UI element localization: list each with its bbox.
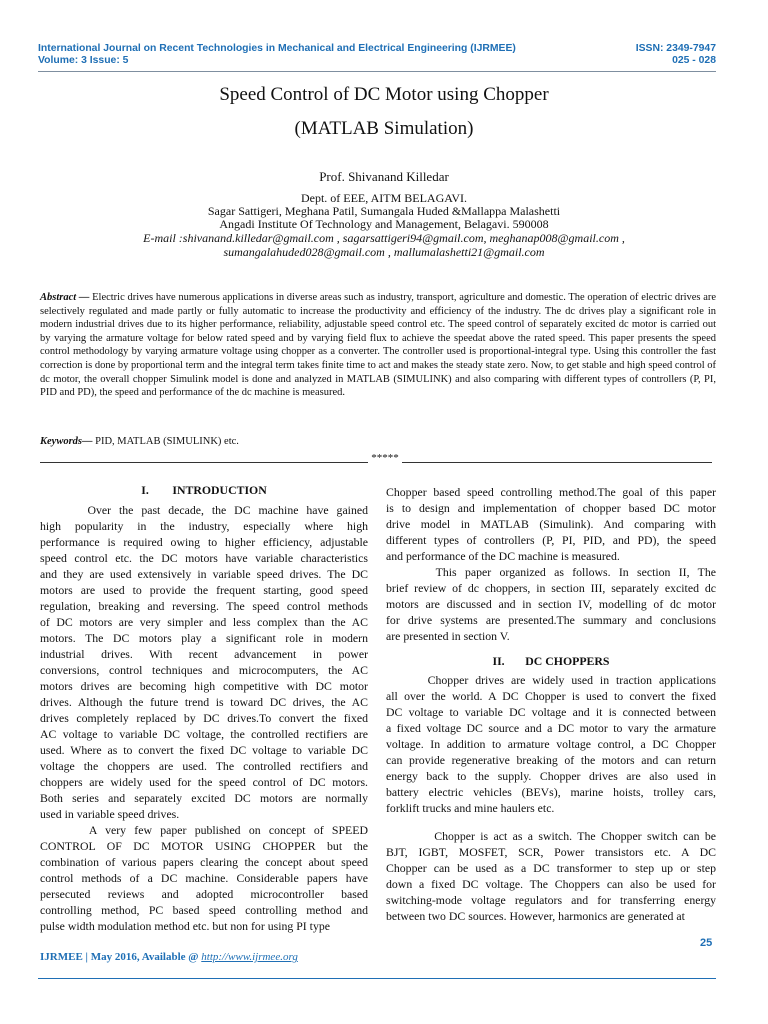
text-line: CONTROL OF DC MOTOR USING CHOPPER but the — [40, 839, 368, 853]
text-line: speed control etc. the DC motors have variable characteristics — [40, 551, 368, 565]
text-line: This paper organized as follows. In section II, The — [386, 565, 716, 579]
abstract-text: Electric drives have numerous applications in diverse areas such as industry, transport, agriculture and domestic. The operation of electric drives are selectively regulated and made partly or fully automatic to increase the productivity and efficiency of the industry. The dc drives play a significant role in modern industrial drives due to its higher performance, reliability, adjustable speed control etc. The speed control of separately excited dc motor is carried out by varying the armature voltage for below rated speed and by varying field flux to achieve the speedat above the rated speed. This paper presents the speed control methodology by varying armature voltage using chopper as a converter. The controller used is proportional-integral type. Using this controller the fast correction is done by proportional term and the integral term takes finite time to act and makes the steady state zero. Now, to get stable and high speed control of dc motor, the overall chopper Simulink model is done and analyzed in MATLAB (SIMULINK) and also comparing with different types of controllers (P, PI, PID and PD), the speed and performance of the dc machine is measured. — [40, 292, 717, 399]
text-line: performance is required owing to higher efficiency, adjustable — [40, 535, 368, 549]
paper-title-line2: (MATLAB Simulation) — [294, 118, 474, 139]
text-line: battery electric vehicles (BEVs), marine hoists, trolley cars, — [386, 785, 716, 799]
abstract — [40, 291, 716, 400]
text-line: drives. Although the future trend is toward DC drives, the AC — [40, 695, 368, 709]
abstract-label: Abstract — — [40, 292, 90, 303]
text-line: and performance of the DC machine is measured. — [386, 549, 620, 563]
text-line: brief review of dc choppers, in section III, separately excited dc — [386, 581, 716, 595]
page-number: 25 — [700, 937, 713, 949]
text-line: down a fixed DC voltage. The Choppers can also be used for — [386, 877, 716, 891]
text-line: forklift trucks and mine haulers etc. — [386, 801, 555, 815]
page-range: 025 - 028 — [672, 55, 716, 66]
text-line: different types of controllers (P, PI, PID, and PD), the speed — [386, 533, 716, 547]
text-line: between two DC sources. However, harmonics are generated at — [386, 909, 685, 923]
text-line: Chopper drives are widely used in traction applications — [386, 673, 716, 687]
keywords — [40, 435, 716, 449]
text-line: combination of various papers clearing the concept about speed — [40, 855, 368, 869]
text-line: can provide regenerative breaking of the motors and can return — [386, 753, 716, 767]
issn: ISSN: 2349-7947 — [635, 43, 716, 54]
text-line: BJT, IGBT, MOSFET, SCR, Power transistors etc. A DC — [386, 845, 716, 859]
text-line: are presented in section V. — [386, 629, 510, 643]
text-line: Over the past decade, the DC machine have gained — [40, 503, 368, 517]
text-line: energy back to the supply. Chopper drives are also used in — [386, 769, 716, 783]
text-line: Chopper can be used as a DC transformer to step up or step — [386, 861, 716, 875]
text-line: DC voltage to variable DC voltage and it is connected between — [386, 705, 716, 719]
text-line: regulation, breaking and reversing. The speed control methods — [40, 599, 368, 613]
volume-issue: Volume: 3 Issue: 5 — [38, 55, 129, 66]
text-line: control methods of a DC machine. Considerable papers have — [40, 871, 368, 885]
text-line: voltage. In addition to armature voltage control, a DC Chopper — [386, 737, 716, 751]
text-line: Chopper is act as a switch. The Chopper switch can be — [386, 829, 716, 843]
text-line: motors are discussed and in section IV, modelling of dc motor — [386, 597, 716, 611]
keywords-text: PID, MATLAB (SIMULINK) etc. — [92, 436, 239, 447]
journal-name: International Journal on Recent Technologies in Mechanical and Electrical Engineering (IJRMEE) — [38, 43, 516, 54]
section-dc-choppers-title: II. DC CHOPPERS — [492, 654, 610, 668]
text-line: conversions, control techniques and microcomputers, the AC — [40, 663, 368, 677]
author-dept: Dept. of EEE, AITM BELAGAVI. — [300, 191, 468, 205]
text-line: drives completely replaced by DC drives.To convert the fixed — [40, 711, 368, 725]
text-line: pulse width modulation method etc. but non for using PI type — [40, 919, 330, 933]
text-line: Both series and separately excited DC motors are normally — [40, 791, 368, 805]
coauthors: Sagar Sattigeri, Meghana Patil, Sumangala Huded &Mallappa Malashetti — [207, 204, 561, 218]
text-line: AC voltage to variable DC voltage, the controlled rectifiers are — [40, 727, 368, 741]
keywords-label: Keywords— — [40, 436, 93, 447]
text-line: voltage the choppers are used. The controlled rectifiers and — [40, 759, 368, 773]
footer-rule — [38, 978, 716, 979]
text-line: for drive systems are presented.The summary and conclusions — [386, 613, 716, 627]
text-line: is to design and implementation of chopper based DC motor — [386, 501, 716, 515]
text-line: a fixed voltage DC source and a DC motor to vary the armature — [386, 721, 716, 735]
header-rule — [38, 71, 716, 72]
text-line: persecuted reviews and adopted microcontroller based — [40, 887, 368, 901]
footer-text: IJRMEE | May 2016, Available @ — [40, 951, 202, 963]
text-line: used. Where as to convert the fixed DC voltage to variable DC — [40, 743, 368, 757]
separator-stars: ***** — [371, 452, 399, 464]
footer-link[interactable]: http://www.ijrmee.org — [201, 951, 298, 963]
text-line: motors drives are becoming high competitive with DC motor — [40, 679, 368, 693]
text-line: high popularity in the industry, especially where high — [40, 519, 368, 533]
text-line: switching-mode voltage regulators and for transferring energy — [386, 893, 716, 907]
separator-rule-right — [402, 462, 712, 463]
text-line: drive model in MATLAB (Simulink). And comparing with — [386, 517, 716, 531]
text-line: used in variable speed drives. — [40, 807, 180, 821]
text-line: Chopper based speed controlling method.The goal of this paper — [386, 485, 716, 499]
text-line: motors are used to provide the frequent starting, good speed — [40, 583, 368, 597]
text-line: controlling method, PC based speed controlling method and — [40, 903, 368, 917]
text-line: motors. The DC motors play a significant role in modern — [40, 631, 368, 645]
text-line: of DC motors are very simpler and less complex than the AC — [40, 615, 368, 629]
text-line: choppers are widely used for the speed control of DC motors. — [40, 775, 368, 789]
text-line: industrial drives. With recent advancement in power — [40, 647, 368, 661]
text-line: A very few paper published on concept of SPEED — [40, 823, 368, 837]
institute: Angadi Institute Of Technology and Management, Belagavi. 590008 — [219, 217, 549, 231]
email-line1: E-mail :shivanand.killedar@gmail.com , sagarsattigeri94@gmail.com, meghanap008@gmail.com , — [143, 231, 625, 245]
text-line: all over the world. A DC Chopper is used to convert the fixed — [386, 689, 716, 703]
author-name: Prof. Shivanand Killedar — [319, 169, 449, 184]
paper-title-line1: Speed Control of DC Motor using Chopper — [219, 84, 549, 105]
email-line2: sumangalahuded028@gmail.com , mallumalashetti21@gmail.com — [223, 245, 545, 259]
footer — [40, 951, 298, 963]
separator-rule-left — [40, 462, 368, 463]
section-introduction-title: I. INTRODUCTION — [141, 483, 267, 497]
text-line: and they are used extensively in variable speed drives. The DC — [40, 567, 368, 581]
